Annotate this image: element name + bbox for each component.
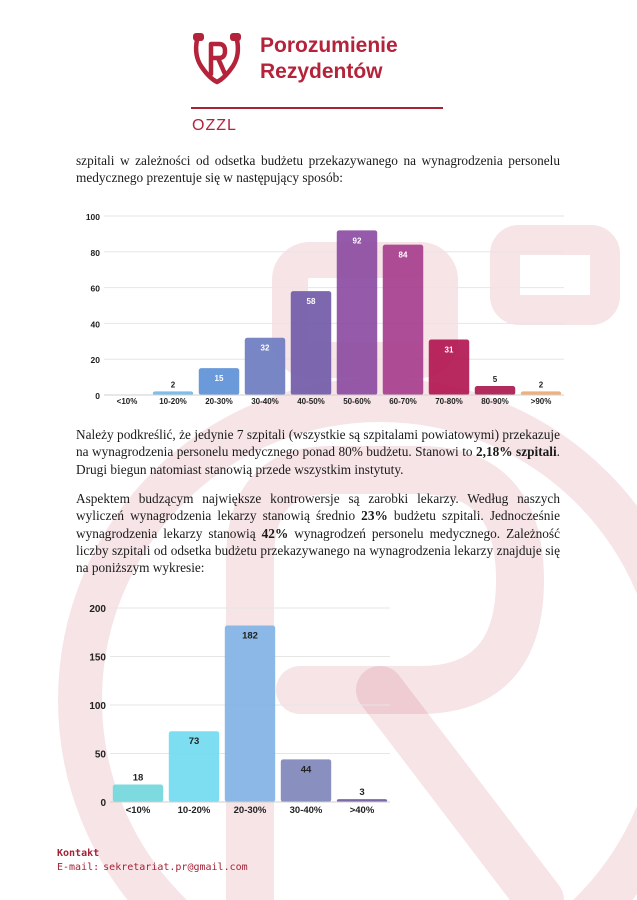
bar [521,391,561,395]
x-tick-label: 10-20% [159,397,187,406]
bar-value-label: 18 [132,772,144,784]
x-tick-label: 50-60% [343,397,371,406]
footer-contact-title: Kontakt [57,848,100,859]
bar-value-label: 182 [242,630,258,642]
org-name [260,33,398,85]
y-tick-label: 100 [85,212,100,222]
x-tick-label: <10% [125,805,151,816]
x-tick-label: >90% [530,397,552,406]
y-tick-label: 20 [90,355,100,366]
bar [291,291,331,395]
x-tick-label: >40% [349,805,375,816]
bar-value-label: 5 [492,375,498,385]
footer-email [57,862,248,873]
y-tick-label: 100 [89,701,106,712]
y-tick-label: 60 [90,283,100,294]
bar-value-label: 2 [170,380,176,390]
y-tick-label: 0 [100,798,106,809]
bar-value-label: 31 [444,345,454,355]
x-tick-label: 60-70% [389,397,417,406]
paragraph-over-80 [76,426,560,478]
header-divider [191,107,443,109]
bar [337,230,377,395]
y-tick-label: 150 [89,652,106,664]
bar [113,785,163,802]
y-tick-label: 200 [89,604,106,615]
p2-text-c: . Drugi biegun natomiast stanowią przede wszystkim instytuty. [76,444,560,477]
x-tick-label: 10-20% [177,805,211,816]
bar-value-label: 3 [359,787,365,799]
org-name-line1: Porozumienie [260,34,398,57]
y-tick-label: 0 [95,391,100,401]
y-tick-label: 40 [90,319,100,330]
footer-email-label: E-mail: [57,862,100,873]
bar-value-label: 58 [306,297,316,307]
y-tick-label: 50 [94,749,106,761]
footer-email-address[interactable]: sekretariat.pr@gmail.com [103,862,248,873]
bar-value-label: 32 [260,343,270,353]
x-tick-label: 70-80% [435,397,463,406]
bar-value-label: 44 [300,764,312,776]
logo-icon [191,30,243,85]
x-tick-label: 80-90% [481,397,509,406]
bar-value-label: 15 [214,374,224,384]
x-tick-label: 30-40% [251,397,279,406]
x-tick-label: 30-40% [289,805,323,816]
bar-value-label: 73 [188,736,200,748]
bar [383,245,423,395]
chart-budget-share [76,205,566,410]
bar-value-label: 2 [538,380,544,390]
p3-bold-23: 23% [361,508,388,524]
bar [475,386,515,395]
p3-text-a: Aspektem budzącym największe kontrowersje są zarobki lekarzy. Według naszych wyliczeń wynagrodzenia lekarzy stanowią średnio [76,491,560,524]
x-tick-label: 20-30% [205,397,233,406]
bar-value-label: 92 [352,236,362,246]
p3-bold-42: 42% [261,525,289,541]
x-tick-label: 20-30% [233,805,267,816]
paragraph-intro: szpitali w zależności od odsetka budżetu przekazywanego na wynagrodzenia personelu medycznego prezentuje się w następujący sposób: [76,153,560,186]
paragraph-doctor-salaries [76,490,560,576]
ozzl-label: OZZL [192,117,237,134]
x-tick-label: 40-50% [297,397,325,406]
x-tick-label: <10% [116,397,138,406]
p3-text-c: budżetu szpitali. Jednocześnie wynagrodzenia lekarzy stanowią [76,508,560,541]
bar [225,625,275,802]
chart-doctor-share [76,590,396,820]
org-name-line2: Rezydentów [260,60,383,83]
bar [153,391,193,395]
y-tick-label: 80 [90,247,100,258]
p3-text-e: wynagrodzeń personelu medycznego. Zależność liczby szpitali od odsetka budżetu przekazywanego na wynagrodzenia lekarzy znajduje się na poniższym wykresie: [76,525,560,576]
bar-value-label: 84 [398,250,408,260]
p2-bold-share: 2,18% szpitali [476,444,557,460]
p2-text-a: Należy podkreślić, że jedynie 7 szpitali (wszystkie są szpitalami powiatowymi) przekazuje na wynagrodzenia personelu medycznego ponad 80% budżetu. Stanowi to [76,427,560,460]
